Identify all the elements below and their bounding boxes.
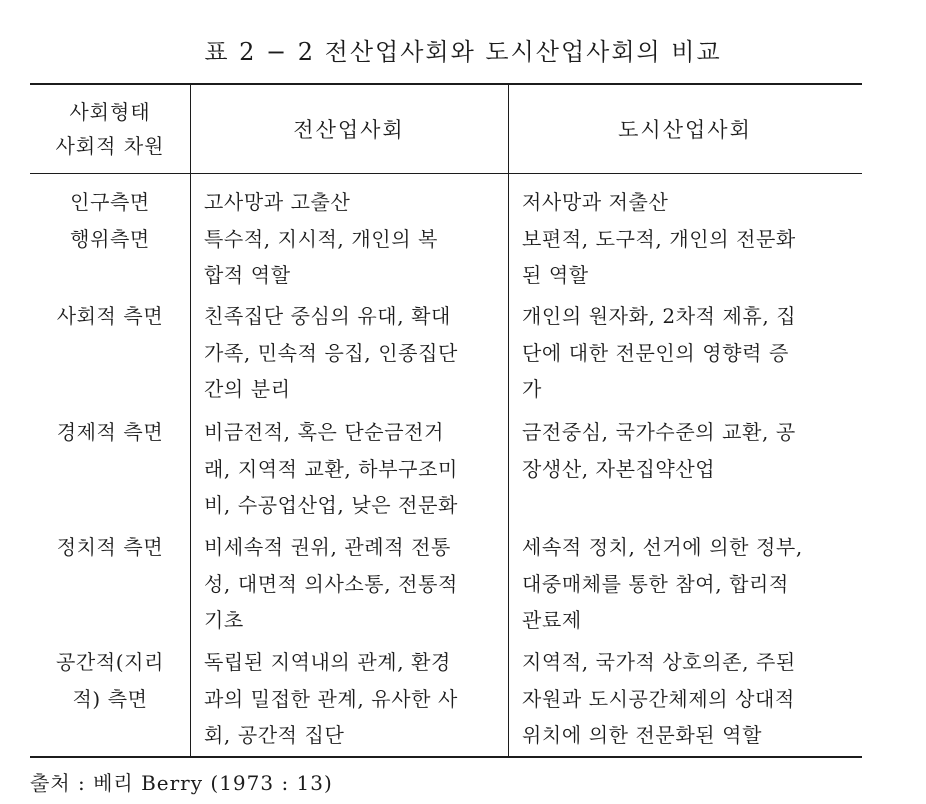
urban-industrial-spatial xyxy=(522,644,796,754)
dimension-label: 경제적 측면 xyxy=(56,420,164,444)
comparison-table xyxy=(30,83,862,758)
cell-line: 합적 역할 xyxy=(204,263,291,287)
cell-line: 금전중심, 국가수준의 교환, 공 xyxy=(522,420,796,444)
cell-line: 특수적, 지시적, 개인의 복 xyxy=(204,226,438,251)
cell-line: 간의 분리 xyxy=(204,377,291,401)
cell-line: 독립된 지역내의 관계, 환경 xyxy=(204,650,451,674)
cell-line: 가족, 민속적 응집, 인종집단 xyxy=(204,340,458,365)
cell-line: 관료제 xyxy=(522,608,582,632)
cell-line: 보편적, 도구적, 개인의 전문화 xyxy=(522,226,796,251)
cell-line: 대중매체를 통한 참여, 합리적 xyxy=(522,571,789,596)
column-rule-2 xyxy=(508,85,509,756)
cell-line: 자원과 도시공간체제의 상대적 xyxy=(522,686,795,711)
dimension-political xyxy=(30,529,190,566)
dimension-label: 적) 측면 xyxy=(72,686,148,711)
cell-line: 지역적, 국가적 상호의존, 주된 xyxy=(522,650,796,674)
cell-line: 된 역할 xyxy=(522,263,589,287)
dimension-demographic-behavioral xyxy=(30,184,190,257)
urban-industrial-economic xyxy=(522,414,796,487)
dimension-social xyxy=(30,298,190,335)
column-rule-1 xyxy=(190,85,191,756)
dimension-economic xyxy=(30,414,190,451)
header-preindustrial: 전산업사회 xyxy=(293,118,405,142)
cell-line: 세속적 정치, 선거에 의한 정부, xyxy=(522,535,803,559)
cell-line: 비금전적, 혹은 단순금전거 xyxy=(204,420,444,444)
dimension-label: 정치적 측면 xyxy=(56,535,164,559)
cell-line: 고사망과 고출산 xyxy=(204,190,351,214)
preindustrial-economic xyxy=(204,414,458,524)
preindustrial-demographic-behavioral xyxy=(204,184,438,294)
cell-line: 과의 밀접한 관계, 유사한 사 xyxy=(204,686,458,711)
dimension-label: 사회적 측면 xyxy=(56,304,164,328)
header-corner-cell xyxy=(30,85,190,173)
header-rule xyxy=(30,173,862,174)
dimension-label: 공간적(지리 xyxy=(55,650,164,674)
cell-line: 비세속적 권위, 관례적 전통 xyxy=(204,535,451,559)
dimension-label: 행위측면 xyxy=(70,226,150,251)
cell-line: 기초 xyxy=(204,608,244,632)
cell-line: 장생산, 자본집약산업 xyxy=(522,456,716,481)
preindustrial-social xyxy=(204,298,458,408)
cell-line: 저사망과 저출산 xyxy=(522,190,669,214)
corner-label-society-form: 사회형태 xyxy=(69,100,151,124)
urban-industrial-political xyxy=(522,529,803,639)
cell-line: 성, 대면적 의사소통, 전통적 xyxy=(204,571,458,596)
table-caption: 표 2 − 2 전산업사회와 도시산업사회의 비교 xyxy=(204,38,722,66)
cell-line: 가 xyxy=(522,377,542,401)
cell-line: 회, 공간적 집단 xyxy=(204,723,345,747)
dimension-label: 인구측면 xyxy=(70,190,150,214)
cell-line: 개인의 원자화, 2차적 제휴, 집 xyxy=(522,304,797,328)
preindustrial-political xyxy=(204,529,458,639)
dimension-spatial xyxy=(30,644,190,717)
preindustrial-spatial xyxy=(204,644,458,754)
cell-line: 친족집단 중심의 유대, 확대 xyxy=(204,304,451,328)
source-citation: 출처 : 베리 Berry (1973 : 13) xyxy=(30,771,333,795)
urban-industrial-demographic-behavioral xyxy=(522,184,796,294)
cell-line: 비, 수공업산업, 낮은 전문화 xyxy=(204,493,458,517)
urban-industrial-social xyxy=(522,298,796,408)
cell-line: 단에 대한 전문인의 영향력 증 xyxy=(522,340,789,365)
cell-line: 위치에 의한 전문화된 역할 xyxy=(522,723,762,747)
corner-label-social-dimension: 사회적 차원 xyxy=(55,134,165,158)
cell-line: 래, 지역적 교환, 하부구조미 xyxy=(204,456,458,481)
header-urban-industrial: 도시산업사회 xyxy=(618,118,752,142)
